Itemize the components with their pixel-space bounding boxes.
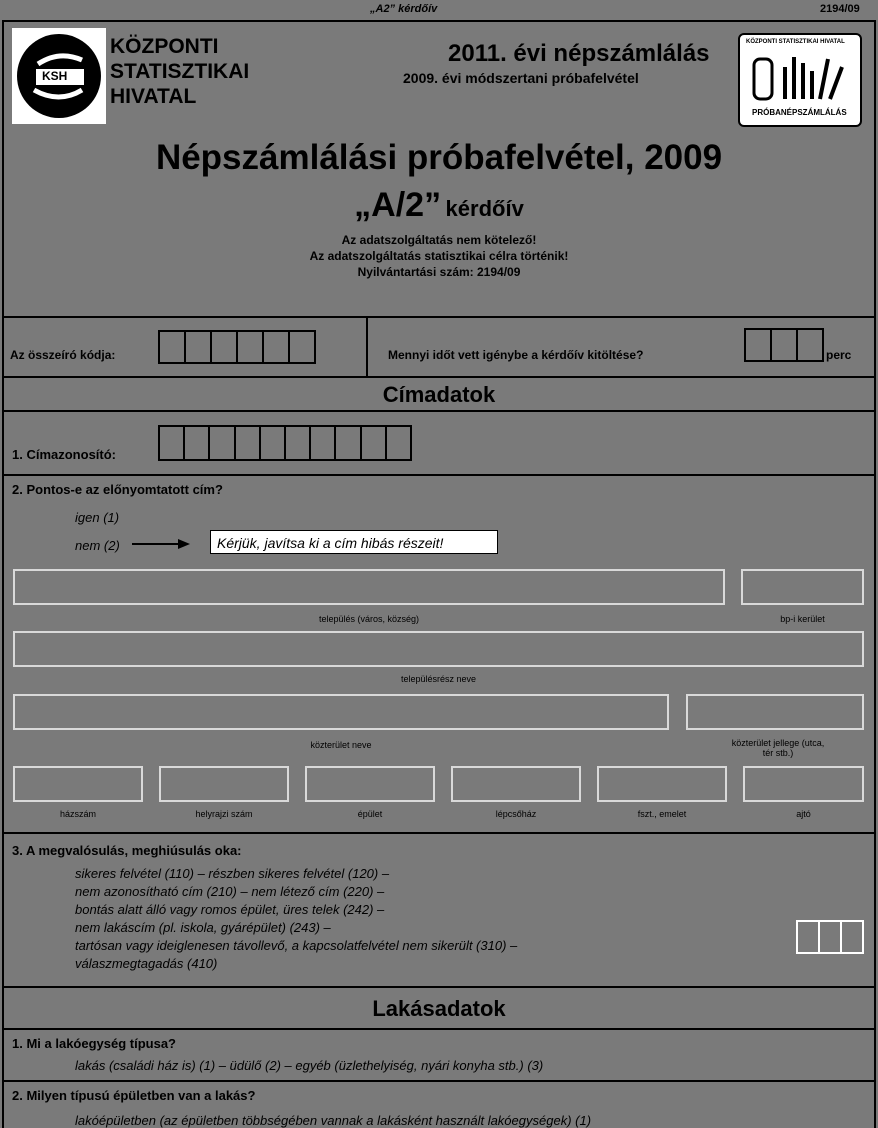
fill-time-unit: perc: [826, 348, 852, 362]
outcome-line: nem azonosítható cím (210) – nem létező cím (220) –: [75, 884, 385, 899]
q-dwelling-type-label: 1. Mi a lakóegység típusa?: [12, 1036, 176, 1051]
outcome-line: tartósan vagy ideiglenesen távollevő, a kapcsolatfelvétel nem sikerült (310) –: [75, 938, 518, 953]
divider: [2, 410, 876, 412]
enumerator-code-field[interactable]: [158, 330, 316, 364]
outcome-line: bontás alatt álló vagy romos épület, üres telek (242) –: [75, 902, 385, 917]
floor-field[interactable]: [597, 766, 727, 802]
form-number: 2194/09: [820, 3, 860, 15]
section-dwelling-title: Lakásadatok: [372, 996, 506, 1021]
q-outcome-label: 3. A megvalósulás, meghiúsulás oka:: [12, 843, 242, 858]
q-building-type-label: 2. Milyen típusú épületben van a lakás?: [12, 1088, 256, 1103]
main-title: Népszámlálási próbafelvétel, 2009: [155, 138, 723, 177]
house-number-label: házszám: [59, 809, 96, 819]
fill-time-field[interactable]: [744, 328, 824, 362]
form-word: kérdőív: [445, 196, 524, 221]
notice-statistical: Az adatszolgáltatás statisztikai célra történik!: [309, 249, 569, 263]
enumerator-code-label: Az összeíró kódja:: [10, 348, 116, 362]
door-field[interactable]: [743, 766, 864, 802]
ksh-name: [110, 34, 249, 109]
form-code: „A/2”: [354, 186, 442, 224]
outcome-line: sikeres felvétel (110) – részben sikeres felvétel (120) –: [75, 866, 390, 881]
settlement-field[interactable]: [13, 569, 725, 605]
public-space-type-label: közterület jellege (utca, tér stb.): [731, 738, 825, 758]
option-no[interactable]: nem (2): [75, 538, 120, 553]
lot-number-label: helyrajzi szám: [195, 809, 253, 819]
fill-time-label: Mennyi időt vett igénybe a kérdőív kitöltése?: [388, 348, 644, 362]
settlement-part-label: településrész neve: [400, 674, 477, 684]
stamp-bottom-text: PRÓBANÉPSZÁMLÁLÁS: [752, 108, 847, 117]
frame-top: [2, 20, 876, 22]
divider: [2, 376, 876, 378]
census-subtitle: 2009. évi módszertani próbafelvétel: [403, 70, 639, 86]
registry-number: Nyilvántartási szám: 2194/09: [357, 265, 521, 279]
address-id-field[interactable]: [158, 425, 412, 461]
census-stamp: [738, 33, 862, 127]
arrow-right-icon: [132, 537, 192, 551]
hands-icon: [750, 49, 850, 105]
divider: [2, 832, 876, 834]
dwelling-type-options: lakás (családi ház is) (1) – üdülő (2) – egyéb (üzlethelyiség, nyári konyha stb.) (3): [75, 1058, 544, 1073]
lot-number-field[interactable]: [159, 766, 289, 802]
q-address-id-label: 1. Címazonosító:: [12, 447, 117, 462]
staircase-label: lépcsőház: [495, 809, 537, 819]
notices: [0, 232, 878, 280]
building-field[interactable]: [305, 766, 435, 802]
divider: [2, 1080, 876, 1082]
section-address-title: Címadatok: [382, 382, 496, 407]
divider: [2, 316, 876, 318]
outcome-line: nem lakáscím (pl. iskola, gyárépület) (243) –: [75, 920, 331, 935]
building-label: épület: [357, 809, 383, 819]
q-address-correct-label: 2. Pontos-e az előnyomtatott cím?: [12, 482, 223, 497]
ksh-name-line3: HIVATAL: [110, 85, 197, 108]
ksh-logo: [12, 28, 106, 124]
district-label: bp-i kerület: [780, 614, 825, 624]
option-yes[interactable]: igen (1): [75, 510, 120, 525]
ksh-name-line2: STATISZTIKAI: [110, 60, 250, 83]
settlement-part-field[interactable]: [13, 631, 864, 667]
house-number-field[interactable]: [13, 766, 143, 802]
district-field[interactable]: [741, 569, 864, 605]
public-space-type-field[interactable]: [686, 694, 864, 730]
door-label: ajtó: [796, 809, 811, 819]
divider: [2, 986, 876, 988]
staircase-field[interactable]: [451, 766, 581, 802]
floor-label: fszt., emelet: [637, 809, 687, 819]
divider: [366, 316, 368, 376]
stamp-top-text: KÖZPONTI STATISZTIKAI HIVATAL: [746, 39, 845, 45]
divider: [2, 1028, 876, 1030]
main-subtitle: [0, 186, 878, 225]
correction-hint: Kérjük, javítsa ki a cím hibás részeit!: [210, 530, 498, 554]
ksh-name-line1: KÖZPONTI: [110, 35, 219, 58]
outcome-code-field[interactable]: [796, 920, 864, 954]
divider: [2, 474, 876, 476]
census-title: 2011. évi népszámlálás: [448, 40, 710, 67]
public-space-label: közterület neve: [310, 740, 372, 750]
outcome-line: válaszmegtagadás (410): [75, 956, 218, 971]
notice-voluntary: Az adatszolgáltatás nem kötelező!: [341, 233, 537, 247]
public-space-field[interactable]: [13, 694, 669, 730]
building-type-option: lakóépületben (az épületben többségében vannak a lakásként használt lakóegységek) (1): [75, 1113, 592, 1128]
form-header-center: „A2” kérdőív: [370, 3, 438, 15]
ksh-badge: KSH: [42, 69, 68, 83]
settlement-label: település (város, község): [318, 614, 420, 624]
